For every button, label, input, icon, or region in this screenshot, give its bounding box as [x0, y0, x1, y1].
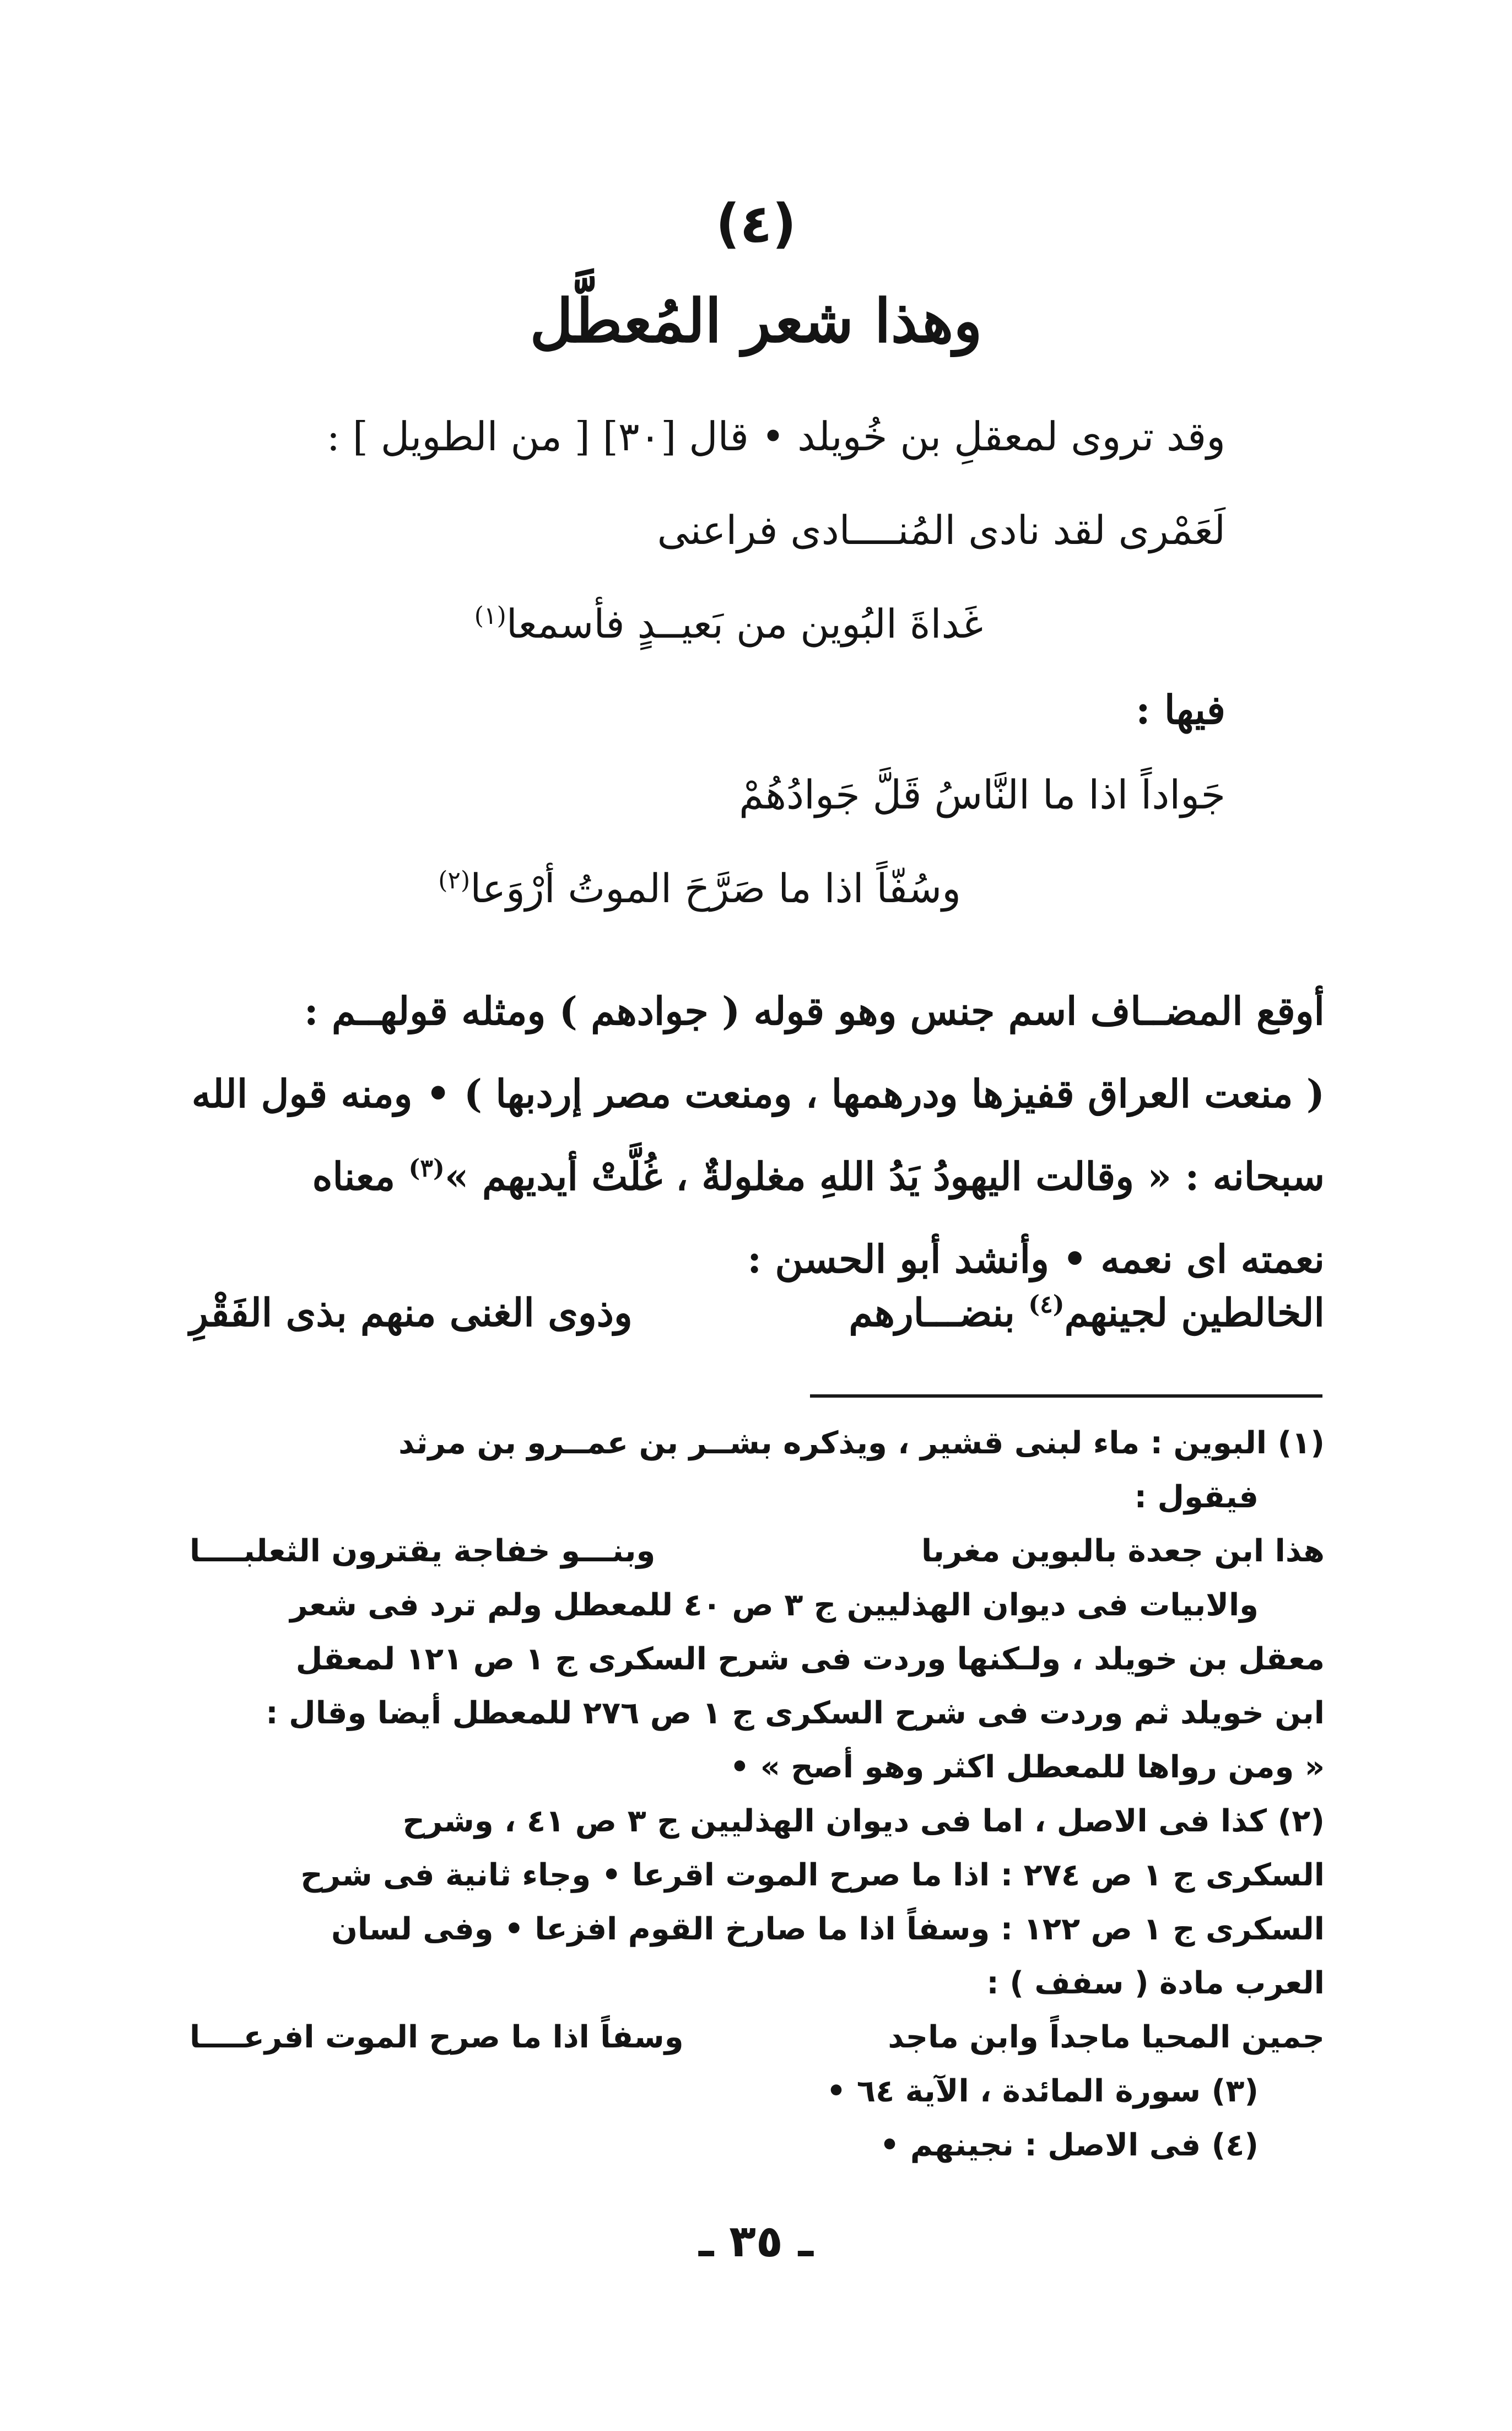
- verse1-second-text: غَداةَ البُوين من بَعيــدٍ فأسمعا: [506, 601, 983, 647]
- footnote-3: (٣) سورة المائدة ، الآية ٦٤ •: [826, 2073, 1259, 2109]
- verse2-second-text: وسُفّاً اذا ما صَرَّحَ الموتُ أرْوَعا: [470, 865, 961, 912]
- verse2-first-hemistich: جَواداً اذا ما النَّاسُ قَلَّ جَوادُهُمْ: [739, 772, 1225, 818]
- footnote-1-line-5: ابن خويلد ثم وردت فى شرح السكرى ج ١ ص ٢٧٦ للمعطل أيضا وقال :: [266, 1695, 1325, 1731]
- verse3-first-hemistich: [849, 1290, 1325, 1335]
- footnotes: [190, 1416, 1325, 2173]
- page-number: ـ ٣٥ ـ: [698, 2216, 814, 2267]
- footnote-1-verse: [190, 1524, 1325, 1578]
- footnote-1-line-6: « ومن رواها للمعطل اكثر وهو أصح » •: [730, 1749, 1325, 1785]
- commentary-line-1: أوقع المضــاف اسم جنس وهو قوله ( جوادهم ) ومثله قولهــم :: [304, 988, 1325, 1034]
- footnote-1-line-3: والابيات فى ديوان الهذليين ج ٣ ص ٤٠ للمعطل ولم ترد فى شعر: [290, 1587, 1259, 1623]
- footnote-1-line-4: معقل بن خويلد ، ولـكنها وردت فى شرح السكرى ج ١ ص ١٢١ لمعقل: [295, 1641, 1325, 1677]
- verse3-second-hemistich: وذوى الغنى منهم بذى الفَقْرِ: [190, 1290, 633, 1335]
- section-title: وهذا شعر المُعطَّل: [530, 287, 982, 356]
- footnote-2-line-4: العرب مادة ( سفف ) :: [986, 1965, 1325, 2001]
- verse3: [190, 1290, 1325, 1350]
- verse2-second-hemistich: [438, 865, 961, 912]
- verse3-first-end: بنضـــارهم: [849, 1290, 1029, 1335]
- footnote-2-verse: [190, 2010, 1325, 2065]
- footnote-1-line-1: (١) البوين : ماء لبنى قشير ، ويذكره بشــر بن عمــرو بن مرثد: [398, 1425, 1325, 1461]
- section-number: (٤): [715, 193, 797, 255]
- footnote-1-verse-second: وبنـــو خفاجة يقترون الثعلبــــا: [190, 1533, 656, 1569]
- commentary-line-3-end: معناه: [312, 1153, 409, 1199]
- footnote-2-verse-second: وسفاً اذا ما صرح الموت افرعــــا: [190, 2019, 684, 2055]
- commentary-line-3-text: سبحانه : « وقالت اليهودُ يَدُ اللهِ مغلولةٌ ، غُلَّتْ أيديهم »: [444, 1153, 1325, 1199]
- footnote-divider: [810, 1394, 1322, 1398]
- footnote-2-line-2: السكرى ج ١ ص ٢٧٤ : اذا ما صرح الموت اقرعا • وجاء ثانية فى شرح: [300, 1857, 1325, 1893]
- commentary-line-4: نعمته اى نعمه • وأنشد أبو الحسن :: [747, 1236, 1325, 1282]
- footnote-2-line-1: (٢) كذا فى الاصل ، اما فى ديوان الهذليين ج ٣ ص ٤١ ، وشرح: [402, 1803, 1325, 1839]
- commentary-line-2: ( منعت العراق قفيزها ودرهمها ، ومنعت مصر إردبها ) • ومنه قول الله: [191, 1071, 1325, 1117]
- fiha-label: فيها :: [1136, 686, 1225, 733]
- verse1-first-hemistich: لَعَمْرى لقد نادى المُنــــادى فراعنى: [657, 507, 1225, 553]
- footnote-ref-3: (٣): [408, 1154, 445, 1183]
- footnote-2-line-3: السكرى ج ١ ص ١٢٢ : وسفاً اذا ما صارخ القوم افزعا • وفى لسان: [331, 1911, 1325, 1947]
- intro-line: وقد تروى لمعقلِ بن خُويلد • قال [٣٠] [ من الطويل ] :: [326, 413, 1225, 460]
- verse1-second-hemistich: [474, 601, 983, 647]
- footnote-1-verse-first: هذا ابن جعدة بالبوين مغربا: [921, 1533, 1325, 1569]
- commentary-paragraph: [190, 970, 1325, 1301]
- footnote-ref-1: (١): [474, 602, 506, 630]
- footnote-ref-4: (٤): [1028, 1290, 1065, 1319]
- footnote-4: (٤) فى الاصل : نجينهم •: [879, 2127, 1259, 2163]
- footnote-2-verse-first: جمين المحيا ماجداً وابن ماجد: [888, 2019, 1325, 2055]
- footnote-ref-2: (٢): [438, 866, 471, 894]
- verse3-first-text: الخالطين لجينهم: [1064, 1290, 1325, 1335]
- footnote-1-line-2: فيقول :: [1134, 1479, 1259, 1515]
- commentary-line-3: [190, 1135, 1325, 1218]
